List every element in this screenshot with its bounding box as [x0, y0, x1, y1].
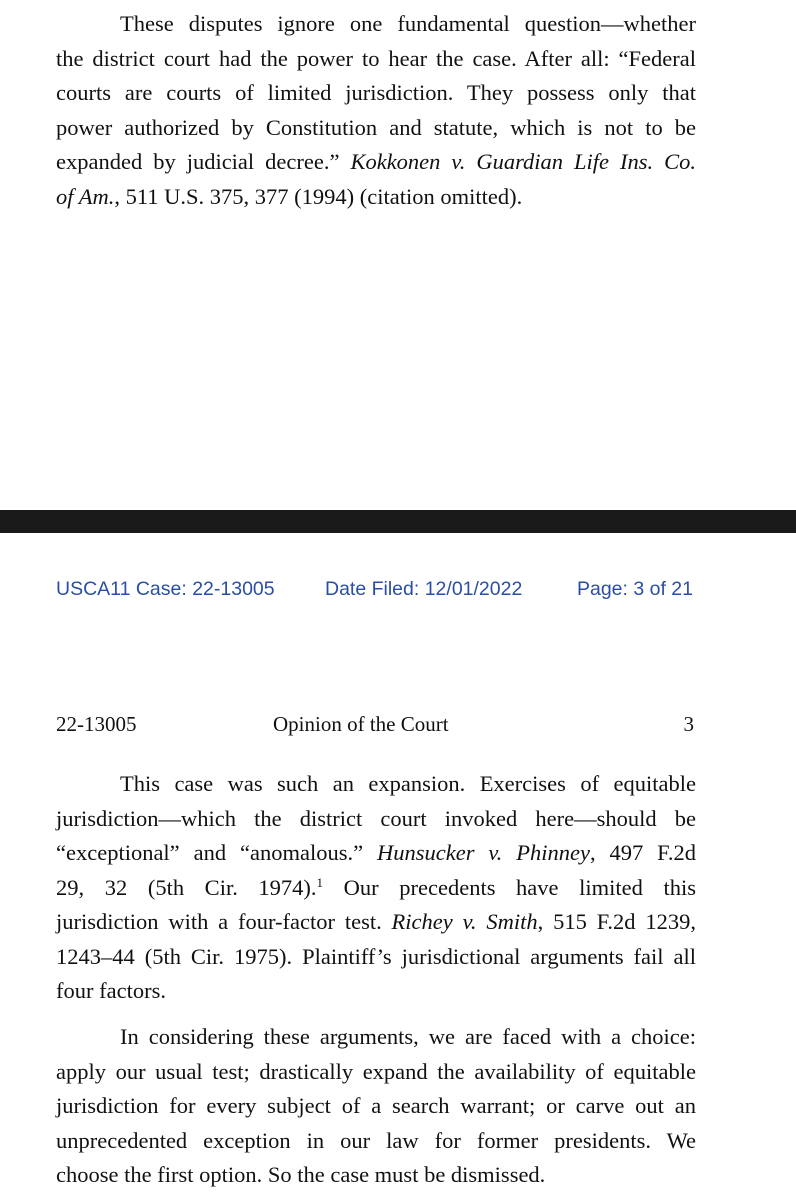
- text-line: power authorized by Constitution and statute, which is not to be: [56, 114, 696, 140]
- text-line: four factors.: [56, 978, 166, 1003]
- docket-case-number: USCA11 Case: 22-13005: [56, 578, 275, 600]
- text-line: apply our usual test; drastically expand the availability of equitable: [56, 1058, 696, 1084]
- text-segment: , 515 F.2d 1239,: [537, 909, 696, 934]
- text-segment: jurisdiction with a four-factor test.: [56, 909, 392, 934]
- footnote-marker[interactable]: 1: [316, 874, 324, 890]
- docket-page-count: Page: 3 of 21: [576, 578, 693, 600]
- text-line: [56, 180, 696, 215]
- text-line: This case was such an expansion. Exercises of equitable: [120, 771, 696, 796]
- text-segment: , 497 F.2d: [589, 840, 696, 865]
- text-segment: , 511 U.S. 375, 377 (1994) (citation omitted).: [114, 183, 523, 209]
- text-segment: 29, 32 (5th Cir. 1974).: [56, 874, 317, 900]
- running-header-page-number: 3: [683, 712, 694, 736]
- body-paragraph: [56, 1020, 696, 1193]
- case-citation: Hunsucker v. Phinney: [376, 840, 590, 865]
- running-header-case-number: 22-13005: [56, 712, 137, 736]
- text-line: choose the first option. So the case must be dismissed.: [56, 1162, 546, 1187]
- docket-date-filed: Date Filed: 12/01/2022: [325, 578, 523, 600]
- text-line: [56, 871, 696, 906]
- running-header-title: Opinion of the Court: [273, 712, 449, 736]
- case-citation: Kokkonen v. Guardian Life Ins. Co.: [350, 149, 696, 174]
- docket-header: [56, 578, 696, 604]
- text-segment: expanded by judicial decree.”: [56, 149, 351, 174]
- text-line: unprecedented exception in our law for former presidents. We: [56, 1127, 696, 1153]
- text-segment: Our precedents have limited this: [323, 874, 696, 900]
- text-line: 1243–44 (5th Cir. 1975). Plaintiff’s jurisdictional arguments fail all: [56, 943, 696, 969]
- previous-page-paragraph: [56, 7, 696, 214]
- body-paragraph: [56, 767, 696, 1009]
- text-line: jurisdiction—which the district court invoked here—should be: [56, 805, 696, 831]
- text-line: courts are courts of limited jurisdiction. They possess only that: [56, 80, 696, 105]
- text-line: the district court had the power to hear the case. After all: “Federal: [56, 45, 696, 71]
- page-break-divider: [0, 510, 796, 533]
- text-line: [56, 836, 696, 871]
- text-line: These disputes ignore one fundamental question—whether: [120, 11, 696, 36]
- text-line: [56, 145, 696, 180]
- text-line: jurisdiction for every subject of a search warrant; or carve out an: [56, 1093, 696, 1118]
- text-segment: “exceptional” and “anomalous.”: [56, 840, 377, 865]
- text-line: In considering these arguments, we are faced with a choice:: [120, 1024, 696, 1049]
- running-header: [56, 712, 696, 742]
- case-citation: of Am.: [56, 183, 115, 209]
- case-citation: Richey v. Smith: [391, 909, 538, 934]
- text-line: [56, 905, 696, 940]
